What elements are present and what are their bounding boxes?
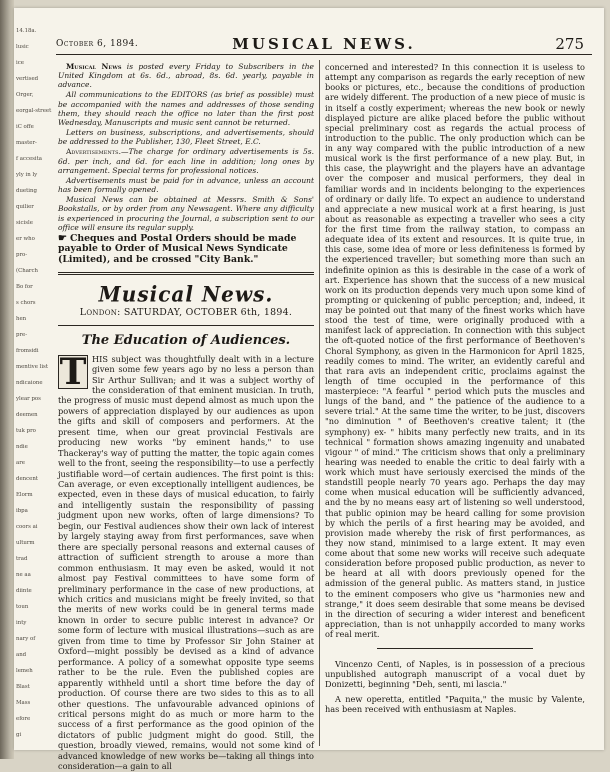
- right-column: [325, 62, 585, 747]
- notice-text: Advertisements must be paid for in advance, unless an account has been formally opened.: [58, 175, 314, 195]
- margin-fragment: deemen: [16, 412, 38, 418]
- bookstalls-notice: [58, 195, 314, 232]
- margin-fragment: Orger,: [16, 92, 34, 98]
- margin-fragment: efore: [16, 716, 31, 722]
- cheques-text: Cheques and Postal Orders should be made payable to Order of Musical News Syndicate (Limited), and be crossed "City Bank.": [58, 232, 297, 265]
- margin-fragment: nary of: [16, 636, 36, 642]
- payment-notice: [58, 176, 314, 194]
- divider: [58, 272, 314, 275]
- dateline: [58, 307, 314, 319]
- margin-fragment: ndicaione: [16, 380, 43, 386]
- margin-fragment: Bo for: [16, 284, 33, 290]
- running-head: [56, 34, 592, 55]
- margin-fragment: dencent: [16, 476, 38, 482]
- subscription-notice: [58, 62, 314, 89]
- margin-fragment: quilier: [16, 204, 34, 210]
- dateline-date: SATURDAY, OCTOBER 6th, 1894.: [123, 306, 293, 318]
- divider: [58, 325, 314, 326]
- margin-fragment: eorgal-street: [16, 108, 52, 114]
- margin-fragment: inty: [16, 620, 27, 626]
- margin-fragment: trad: [16, 556, 28, 562]
- margin-fragment: pro-: [16, 252, 28, 258]
- margin-fragment: dueting: [16, 188, 37, 194]
- margin-fragment: ylear pos: [16, 396, 41, 402]
- newspaper-page: [14, 8, 604, 772]
- margin-fragment: coors ai: [16, 524, 38, 530]
- cheques-notice: [58, 234, 314, 266]
- business-notice: [58, 128, 314, 146]
- margin-fragment: f accesita: [16, 156, 43, 162]
- publication-title: MUSICAL NEWS.: [232, 35, 416, 53]
- article-text-left: HIS subject was thoughtfully dealt with in a lecture given some few years ago by no less a person than Sir Arthur Sullivan; and it was a subject worthy of the consideration of that eminent musician. In truth, the progress of music must depend almost as much upon the powers of appreciation displayed by our audiences as upon the gifts and skill of composers and performers. At the present time, when our great provincial Festivals are producing new works "by eminent hands," to use Thackeray's way of putting the matter, the topic again comes well to the front, seeing the responsibility—to use a perfectly justifiable word—of certain audiences. The first point is this: Can average, or even exceptionally intelligent audiences, be expected, even in these days of musical education, to fairly and intelligently sustain the responsibility of passing judgment upon new works, often of large dimensions? To begin, our Festival audiences show their own lack of interest by largely staying away from first performances, save when there are specially personal reasons and external causes of attraction of sufficient strength to arouse a more than common enthusiasm. It may even be asked, would it not almost pay Festival committees to have some form of preliminary performance in the case of new productions, at which critics and musicians might be freely invited, so that the merits of new works could be in general terms made known in order to secure public interest in advance? Or some form of lecture with musical illustrations—such as are given from time to time by Professor Sir John Stainer at Oxford—might possibly be devised as a kind of advance performance. A policy of a somewhat opposite type seems rather to be the rule. Even the published copies are apparently withheld until a short time before the day of production. Of course there are two sides to this as to all other questions. The unfavourable advanced opinions of critical persons might do as much or more harm to the success of a first performance as the good opinion of the dictators of public judgment might do good. Still, the question, broadly viewed, remains, would not some kind of advanced knowledge of new works be—taking all things into consideration—a gain to all: [58, 353, 314, 772]
- margin-fragment: master-: [16, 140, 37, 146]
- margin-fragment: Blast: [16, 684, 30, 690]
- notice-text: Musical News can be obtained at Messrs. Smith & Sons' Bookstalls, or by order from any Newsagent. Where any difficulty is experienced in procuring the Journal, a subscription sent to our office will ensure its regular supply.: [58, 195, 314, 232]
- margin-fragment: lemeh: [16, 668, 33, 674]
- margin-fragment: tuk pro: [16, 428, 36, 434]
- column-rule: [319, 60, 320, 746]
- left-column: [58, 62, 314, 772]
- notice-text: is posted every Friday to Subscribers in the United Kingdom at 6s. 6d., abroad, 8s. 6d. yearly, payable in advance.: [58, 62, 314, 90]
- margin-fragment: ibpa: [16, 508, 28, 514]
- issue-date: October 6, 1894.: [56, 39, 139, 49]
- margin-fragment: ne aa: [16, 572, 31, 578]
- margin-fragment: ice: [16, 60, 24, 66]
- margin-fragment: hen: [16, 316, 27, 322]
- margin-fragment: mentive list: [16, 364, 48, 370]
- news-note-centi: Vincenzo Centi, of Naples, is in possession of a precious unpublished autograph manuscript of a vocal duet by Donizetti, beginning "Deh, senti, mi lascia.": [325, 659, 585, 690]
- article-end-rule: [377, 648, 533, 649]
- margin-fragment: er who: [16, 236, 35, 242]
- margin-fragment: toun: [16, 604, 29, 610]
- margin-fragment: 14.18a.: [16, 28, 37, 34]
- news-note-paquita: A new operetta, entitled "Paquita," the music by Valente, has been received with enthusiasm at Naples.: [325, 693, 585, 714]
- margin-fragment: sicisle: [16, 220, 33, 226]
- article-title: The Education of Audiences.: [81, 332, 291, 348]
- margin-fragment: s chors: [16, 300, 36, 306]
- margin-fragment: Mass: [16, 700, 31, 706]
- dateline-city: London:: [79, 306, 121, 318]
- masthead: Musical News.: [98, 280, 274, 307]
- article-body-left: [58, 350, 314, 772]
- margin-fragment: vertised: [16, 76, 39, 82]
- notice-text: —The charge for ordinary advertisements is 5s. 6d. per inch, and 6d. for each line in addition; long ones by arrangement. Special terms for professional notices.: [58, 147, 314, 175]
- margin-fragment: gi: [16, 732, 22, 738]
- article-text-right: concerned and interested? In this connection it is useless to attempt any comparison as regards the early reception of new books or pictures, etc., because the conditions of production are widely different. The production of a new piece of music is in itself a costly experiment; whereas the new book or newly displayed picture are alike placed before the public without special preliminary cost as regards the actual process of introduction to the public. The only production which can be in any way compared with the public introduction of a new musical work is the first performance of a new play. But, in this case, the playwright and the players have an advantage over the composer and musical performers, they deal in familiar words and in incidents belonging to the experiences of ordinary or daily life. To expect an audience to understand and appreciate a new musical work at a first hearing, is just about as reasonable as expecting a traveller who sees a city for the first time from the railway station, to compass an adequate idea of its extent and resources. It is quite true, in this case, some idea of more or less definiteness is formed by the experienced traveller; but something more than such an indefinite opinion as this is desirable in the case of a work of art. Experience has shown that the success of a new musical work on its production depends very much upon some kind of prompting or quickening of public perception; and, indeed, it may be pointed out that many of the finest works which have stood the test of time, were originally produced with a manifest lack of appreciation. In connection with this subject the oft-quoted notice of the first performance of Beethoven's Choral Symphony, as given in the Harmonicon for April 1825, readily comes to mind. The writer, an evidently careful and that rara avis an independent critic, proclaims against the length of time occupied in the performance of this masterpiece: "A fearful " period which puts the muscles and lungs of the band, and " the patience of the audience to a severe trial." At the same time the writer, to be just, discovers "no diminution " of Beethoven's creative talent; it (the symphony) ex- " hibits many perfectly new traits, and in its technical " formation shows amazing ingenuity and unabated vigour " of mind." The criticism shows that only a preliminary hearing was needed to enable the critic to deal fairly with a work which must have seriously exercised the minds of the standstill people nearly 70 years ago. Perhaps the day may come when musical education will be sufficiently advanced, and the by no means easy art of listening so well understood, that public opinion may be heard calling for some provision by which the perils of a first hearing may be avoided, and provision made whereby the risk of first performances, as they now stand, minimised to a large extent. It may even come about that some new works will receive such adequate consideration before proposed public production, as never to be heard at all with doors previously opened for the admission of the general public. As matters stand, in justice to the eminent composers who give us "harmonies new and strange," it does seem desirable that some means be devised in the direction of securing a wider interest and beneficent appreciation, than is not unhappily accorded to many works of real merit.: [325, 62, 585, 639]
- margin-fragment: yly in ly: [16, 172, 38, 178]
- margin-fragment: and: [16, 652, 27, 658]
- pointing-hand-icon: ☛: [58, 232, 67, 244]
- margin-fragment: (Charch: [16, 268, 38, 274]
- book-gutter: [0, 0, 14, 759]
- margin-fragment: iC offe: [16, 124, 34, 130]
- drop-cap: T: [59, 350, 87, 393]
- notice-lead: Advertisements.: [66, 147, 121, 157]
- margin-fragment: pre-: [16, 332, 28, 338]
- advertisements-notice: [58, 147, 314, 174]
- margin-fragment: ulturm: [16, 540, 35, 546]
- notice-text: All communications to the EDITORS (as brief as possible) must be accompanied with the names and addresses of those sending them, they should reach the office no later than the first post Wednesday, Manuscripts and music sent cannot be returned.: [58, 90, 314, 127]
- margin-fragment: diinte: [16, 588, 32, 594]
- notice-text: Letters on business, subscriptions, and advertisements, should be addressed to the Publisher, 130, Fleet Street, E.C.: [58, 128, 314, 147]
- margin-fragment: Elorm: [16, 492, 33, 498]
- notice-lead: Musical News: [66, 62, 122, 71]
- margin-fragment: are: [16, 460, 25, 466]
- adjacent-page-fragments: [14, 8, 54, 750]
- margin-fragment: lusic: [16, 44, 29, 50]
- margin-fragment: ndie: [16, 444, 28, 450]
- editors-notice: [58, 90, 314, 127]
- margin-fragment: fromsidi: [16, 348, 39, 354]
- page-number: 275: [555, 35, 584, 53]
